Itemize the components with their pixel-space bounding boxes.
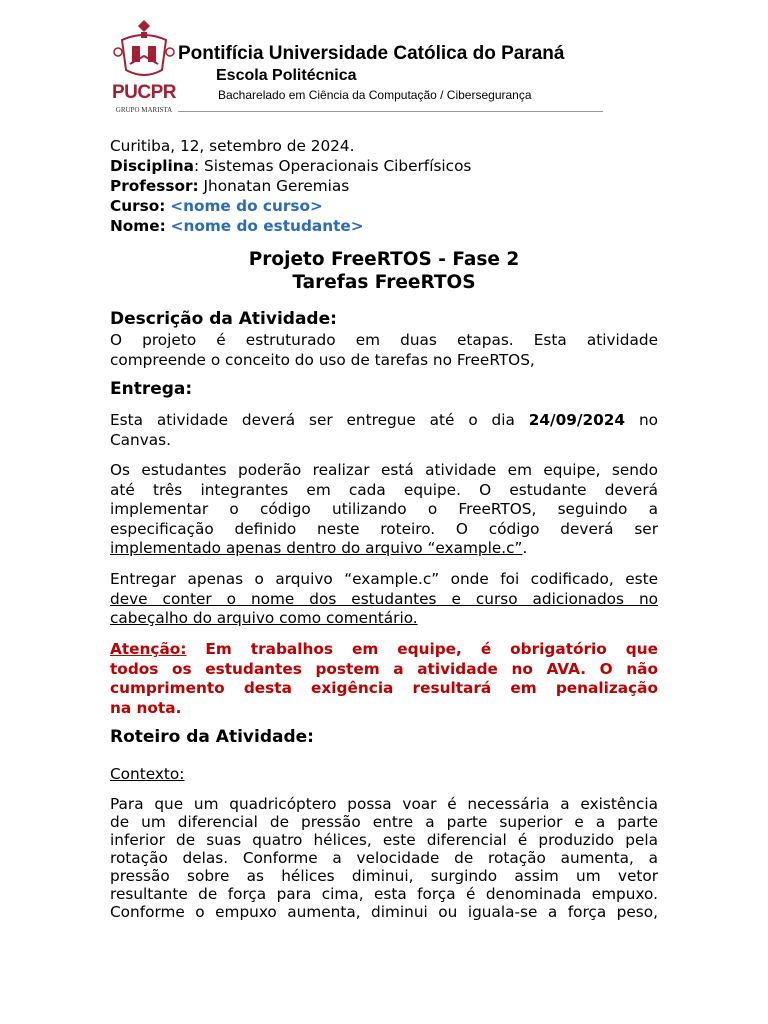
contexto-paragraph [110,795,658,921]
contexto-label: Contexto: [110,765,185,783]
disciplina-value: : Sistemas Operacionais Ciberfísicos [194,157,472,175]
text-line: cumprimento desta exigência resultará em penalização [110,679,658,697]
text-line: Para que um quadricóptero possa voar é necessária a existência [110,795,658,813]
text-line: especificação definido neste roteiro. O código deverá ser [110,519,658,538]
text-line [110,640,658,660]
text-line: inferior de suas quatro hélices, este diferencial é produzido pela [110,831,658,849]
text-line: Entregar apenas o arquivo “example.c” onde foi codificado, este [110,570,658,588]
text-span: Em trabalhos em equipe, é obrigatório que [186,640,658,658]
entrega-heading: Entrega: [110,379,193,399]
nome-line [110,217,658,237]
disciplina-line [110,157,658,177]
text-line: Conforme o empuxo aumenta, diminui ou iguala-se a força peso, [110,903,658,921]
text-line: rotação delas. Conforme a velocidade de rotação aumenta, a [110,849,658,867]
text-line: O projeto é estruturado em duas etapas. Esta atividade [110,331,658,349]
professor-label: Professor: [110,177,199,195]
descricao-paragraph [110,331,658,370]
text-span: no [625,411,658,429]
university-name: Pontifícia Universidade Católica do Paraná [178,43,565,64]
due-date: 24/09/2024 [528,411,626,429]
text-line: na nota. [110,698,182,717]
attention-notice [110,640,658,718]
entrega-paragraph-3 [110,570,658,629]
curso-label: Curso: [110,197,166,215]
page-title: Projeto FreeRTOS - Fase 2 [248,249,520,270]
header-divider [178,111,603,112]
text-line [110,411,658,431]
attention-label: Atenção: [110,640,187,658]
date-line: Curitiba, 12, setembro de 2024. [110,137,355,155]
text-line: compreende o conceito do uso de tarefas no FreeRTOS, [110,350,535,369]
disciplina-label: Disciplina [110,157,195,175]
text-span: . [522,539,528,557]
course-name: Bacharelado em Ciência da Computação / Cibersegurança [218,88,532,102]
text-line: Canvas. [110,430,172,449]
text-line: até três integrantes em cada equipe. O estudante deverá [110,480,658,499]
page-subtitle: Tarefas FreeRTOS [292,272,476,293]
curso-line [110,197,658,217]
text-line: implementar o código utilizando o FreeRTOS, seguindo a [110,500,658,518]
professor-line [110,177,658,197]
nome-label: Nome: [110,217,166,235]
underlined-text: deve conter o nome dos estudantes e curso adicionados no [110,589,658,608]
text-line [110,539,658,559]
school-name: Escola Politécnica [216,67,357,84]
crest-icon [110,16,178,82]
underlined-text: implementado apenas dentro do arquivo “example.c” [110,539,523,557]
text-line: pressão sobre as hélices diminui, surgindo assim um vetor [110,867,658,885]
text-line: resultante de força para cima, esta força é denominada empuxo. [110,885,658,903]
descricao-heading: Descrição da Atividade: [110,309,337,329]
curso-placeholder: <nome do curso> [170,197,323,215]
nome-placeholder: <nome do estudante> [170,217,364,235]
underlined-text: cabeçalho do arquivo como comentário. [110,609,418,627]
professor-value: Jhonatan Geremias [198,177,350,195]
text-span: Esta atividade deverá ser entregue até o dia [110,411,529,429]
entrega-paragraph-2 [110,461,658,559]
text-line: de um diferencial de pressão entre a parte superior e a parte [110,813,658,831]
text-line: Os estudantes poderão realizar está atividade em equipe, sendo [110,461,658,479]
logo-subtext: GRUPO MARISTA [115,106,173,114]
roteiro-heading: Roteiro da Atividade: [110,727,314,747]
pucpr-logo [110,16,178,120]
logo-text: PUCPR [111,82,176,103]
entrega-paragraph-1 [110,411,658,450]
text-line: todos os estudantes postem a atividade no AVA. O não [110,659,658,678]
